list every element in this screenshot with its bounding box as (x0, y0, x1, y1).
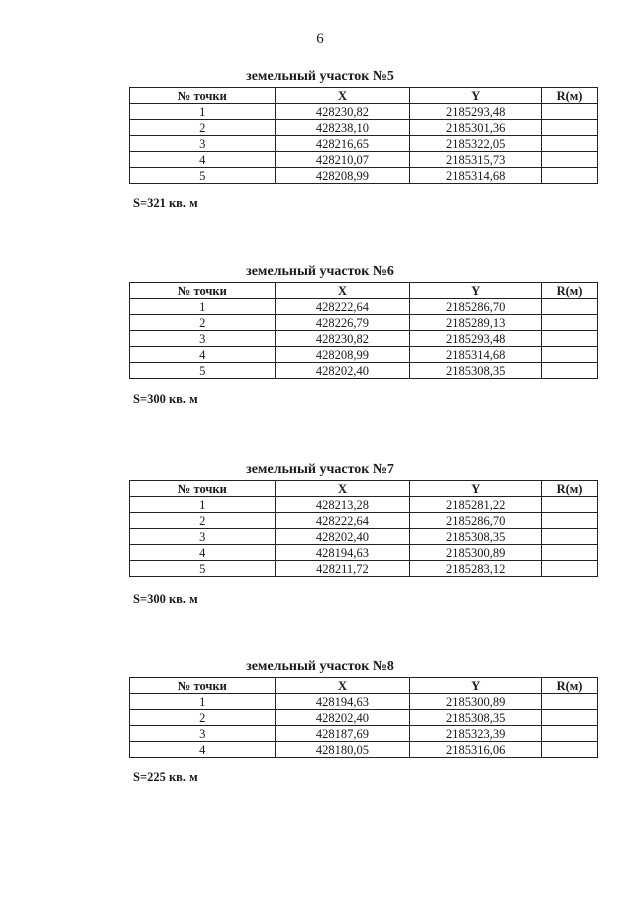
x-value: 428202,40 (275, 710, 410, 726)
x-value: 428208,99 (275, 168, 410, 184)
y-value: 2185323,39 (410, 726, 542, 742)
point-number: 4 (130, 347, 276, 363)
table-row (130, 497, 598, 513)
point-number: 2 (130, 315, 276, 331)
table-row (130, 545, 598, 561)
r-value (542, 561, 598, 577)
point-number: 2 (130, 513, 276, 529)
r-value (542, 347, 598, 363)
table-row (130, 168, 598, 184)
y-value: 2185286,70 (410, 513, 542, 529)
point-number: 1 (130, 299, 276, 315)
section-title: земельный участок №5 (246, 69, 394, 84)
y-value: 2185308,35 (410, 710, 542, 726)
header-r: R(м) (542, 481, 598, 497)
y-value: 2185283,12 (410, 561, 542, 577)
x-value: 428213,28 (275, 497, 410, 513)
header-y: Y (410, 283, 542, 299)
r-value (542, 529, 598, 545)
header-point: № точки (130, 283, 276, 299)
x-value: 428187,69 (275, 726, 410, 742)
header-point: № точки (130, 481, 276, 497)
x-value: 428210,07 (275, 152, 410, 168)
table-header-row (130, 678, 598, 694)
r-value (542, 315, 598, 331)
header-y: Y (410, 88, 542, 104)
table-row (130, 529, 598, 545)
coordinates-table (129, 87, 598, 184)
r-value (542, 726, 598, 742)
point-number: 4 (130, 545, 276, 561)
x-value: 428238,10 (275, 120, 410, 136)
header-r: R(м) (542, 88, 598, 104)
point-number: 3 (130, 529, 276, 545)
y-value: 2185301,36 (410, 120, 542, 136)
r-value (542, 104, 598, 120)
point-number: 3 (130, 726, 276, 742)
r-value (542, 497, 598, 513)
section-title: земельный участок №7 (246, 462, 394, 477)
y-value: 2185300,89 (410, 694, 542, 710)
point-number: 4 (130, 742, 276, 758)
y-value: 2185300,89 (410, 545, 542, 561)
table-header-row (130, 283, 598, 299)
table-row (130, 363, 598, 379)
y-value: 2185316,06 (410, 742, 542, 758)
y-value: 2185293,48 (410, 104, 542, 120)
x-value: 428194,63 (275, 545, 410, 561)
header-r: R(м) (542, 678, 598, 694)
header-x: X (275, 88, 410, 104)
point-number: 5 (130, 168, 276, 184)
x-value: 428222,64 (275, 513, 410, 529)
point-number: 2 (130, 120, 276, 136)
area-label: S=225 кв. м (133, 770, 198, 784)
area-label: S=300 кв. м (133, 592, 198, 606)
coordinates-table (129, 282, 598, 379)
table-row (130, 513, 598, 529)
table-header-row (130, 88, 598, 104)
table-row (130, 347, 598, 363)
r-value (542, 742, 598, 758)
r-value (542, 136, 598, 152)
section-title: земельный участок №6 (246, 264, 394, 279)
r-value (542, 710, 598, 726)
x-value: 428222,64 (275, 299, 410, 315)
r-value (542, 694, 598, 710)
table-row (130, 710, 598, 726)
y-value: 2185286,70 (410, 299, 542, 315)
y-value: 2185314,68 (410, 347, 542, 363)
table-row (130, 136, 598, 152)
table-row (130, 120, 598, 136)
x-value: 428180,05 (275, 742, 410, 758)
header-point: № точки (130, 88, 276, 104)
y-value: 2185314,68 (410, 168, 542, 184)
point-number: 3 (130, 136, 276, 152)
r-value (542, 152, 598, 168)
point-number: 1 (130, 104, 276, 120)
header-x: X (275, 481, 410, 497)
header-x: X (275, 678, 410, 694)
y-value: 2185293,48 (410, 331, 542, 347)
x-value: 428194,63 (275, 694, 410, 710)
r-value (542, 363, 598, 379)
r-value (542, 168, 598, 184)
section-title: земельный участок №8 (246, 659, 394, 674)
y-value: 2185322,05 (410, 136, 542, 152)
table-row (130, 152, 598, 168)
x-value: 428202,40 (275, 363, 410, 379)
table-row (130, 299, 598, 315)
x-value: 428211,72 (275, 561, 410, 577)
r-value (542, 120, 598, 136)
area-label: S=321 кв. м (133, 196, 198, 210)
point-number: 3 (130, 331, 276, 347)
page-number: 6 (316, 31, 324, 47)
table-header-row (130, 481, 598, 497)
point-number: 1 (130, 694, 276, 710)
table-row (130, 561, 598, 577)
y-value: 2185281,22 (410, 497, 542, 513)
table-row (130, 331, 598, 347)
table-row (130, 742, 598, 758)
table-row (130, 104, 598, 120)
table-row (130, 726, 598, 742)
x-value: 428208,99 (275, 347, 410, 363)
header-y: Y (410, 481, 542, 497)
r-value (542, 299, 598, 315)
r-value (542, 331, 598, 347)
coordinates-table (129, 480, 598, 577)
table-row (130, 694, 598, 710)
r-value (542, 513, 598, 529)
x-value: 428202,40 (275, 529, 410, 545)
x-value: 428226,79 (275, 315, 410, 331)
area-label: S=300 кв. м (133, 392, 198, 406)
point-number: 4 (130, 152, 276, 168)
point-number: 5 (130, 561, 276, 577)
header-y: Y (410, 678, 542, 694)
x-value: 428230,82 (275, 331, 410, 347)
point-number: 1 (130, 497, 276, 513)
x-value: 428230,82 (275, 104, 410, 120)
header-r: R(м) (542, 283, 598, 299)
r-value (542, 545, 598, 561)
header-x: X (275, 283, 410, 299)
y-value: 2185315,73 (410, 152, 542, 168)
coordinates-table (129, 677, 598, 758)
header-point: № точки (130, 678, 276, 694)
y-value: 2185289,13 (410, 315, 542, 331)
table-row (130, 315, 598, 331)
y-value: 2185308,35 (410, 363, 542, 379)
x-value: 428216,65 (275, 136, 410, 152)
point-number: 5 (130, 363, 276, 379)
y-value: 2185308,35 (410, 529, 542, 545)
point-number: 2 (130, 710, 276, 726)
